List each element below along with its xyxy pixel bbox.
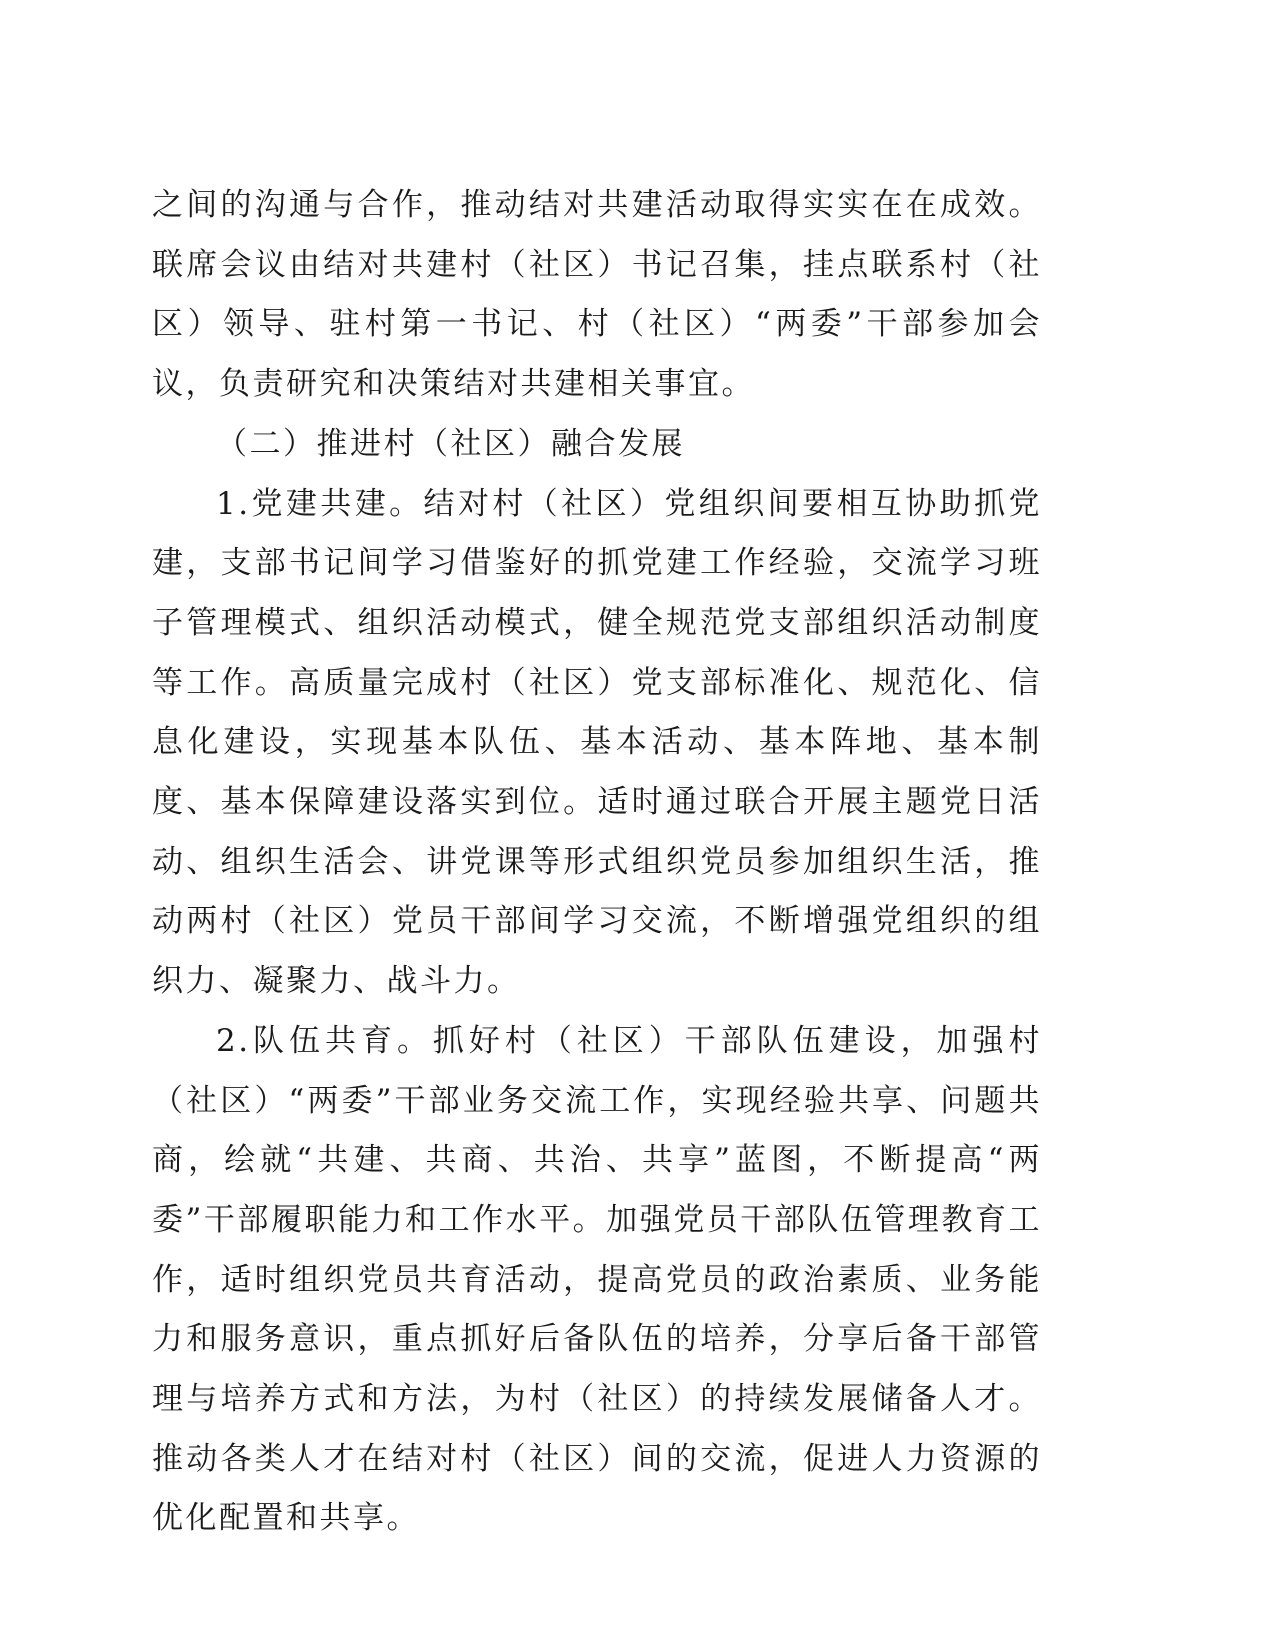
document-body [152, 176, 1042, 1549]
section-heading-integration: （二）推进村（社区）融合发展 [216, 425, 685, 462]
paragraph-team-cultivation: 2.队伍共育。抓好村（社区）干部队伍建设，加强村（社区）“两委”干部业务交流工作，实现经验共享、问题共商，绘就“共建、共商、共治、共享”蓝图，不断提高“两委”干部履职能力和工作水平。加强党员干部队伍管理教育工作，适时组织党员共育活动，提高党员的政治素质、业务能力和服务意识，重点抓好后备队伍的培养，分享后备干部管理与培养方式和方法，为村（社区）的持续发展储备人才。推动各类人才在结对村（社区）间的交流，促进人力资源的优化配置和共享。 [152, 1022, 1042, 1537]
paragraph-meeting-continuation: 之间的沟通与合作，推动结对共建活动取得实实在在成效。联席会议由结对共建村（社区）书记召集，挂点联系村（社区）领导、驻村第一书记、村（社区）“两委”干部参加会议，负责研究和决策结对共建相关事宜。 [152, 187, 1042, 403]
paragraph-party-building: 1.党建共建。结对村（社区）党组织间要相互协助抓党建，支部书记间学习借鉴好的抓党建工作经验，交流学习班子管理模式、组织活动模式，健全规范党支部组织活动制度等工作。高质量完成村（社区）党支部标准化、规范化、信息化建设，实现基本队伍、基本活动、基本阵地、基本制度、基本保障建设落实到位。适时通过联合开展主题党日活动、组织生活会、讲党课等形式组织党员参加组织生活，推动两村（社区）党员干部间学习交流，不断增强党组织的组织力、凝聚力、战斗力。 [152, 485, 1042, 1000]
